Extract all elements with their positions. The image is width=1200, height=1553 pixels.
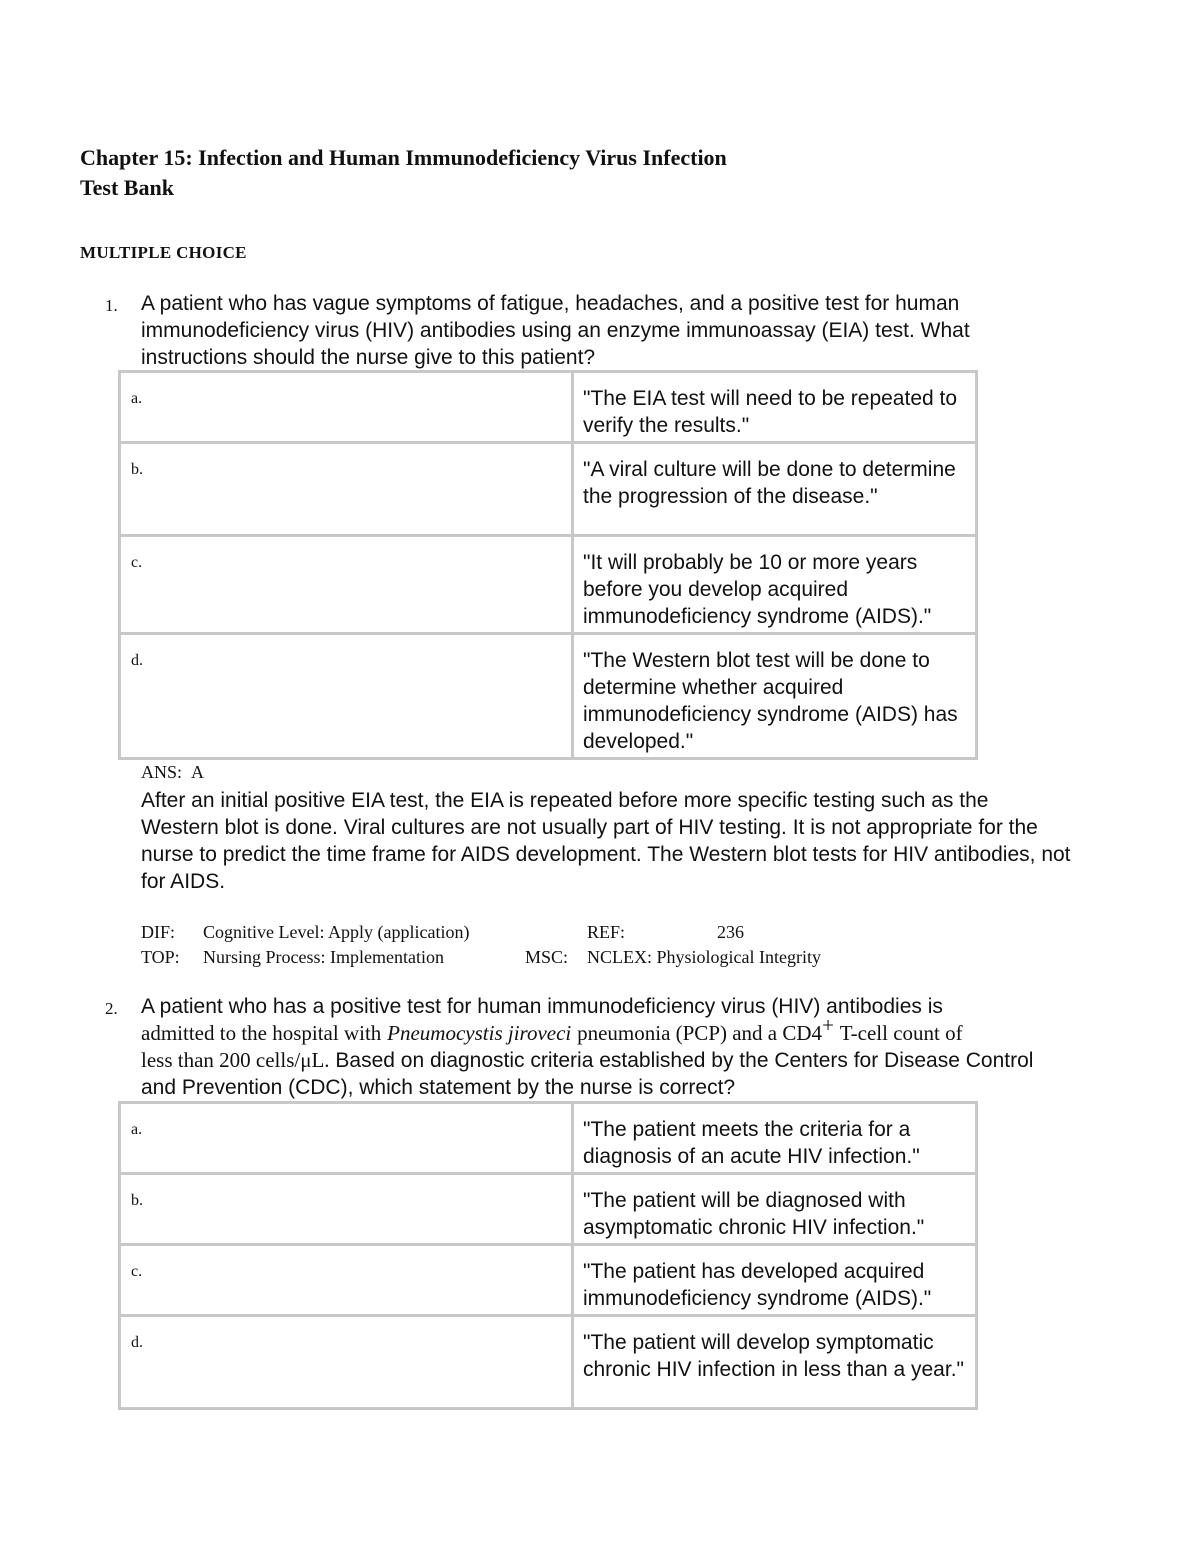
question-stem bbox=[141, 993, 1071, 1101]
option-text: "A viral culture will be done to determine the progression of the disease." bbox=[573, 443, 977, 536]
question-stem: A patient who has vague symptoms of fatigue, headaches, and a positive test for human immunodeficiency virus (HIV) antibodies using an enzyme immunoassay (EIA) test. What instructions should the nurse give to this patient? bbox=[141, 292, 970, 369]
answer-label: ANS: bbox=[141, 762, 183, 782]
answer-options-table bbox=[118, 370, 978, 760]
answer-line bbox=[141, 762, 204, 783]
option-letter: a. bbox=[120, 1103, 573, 1174]
option-row bbox=[120, 1174, 977, 1245]
option-row bbox=[120, 1103, 977, 1174]
question-number: 1. bbox=[105, 296, 118, 315]
option-row bbox=[120, 1245, 977, 1316]
ref-value: 236 bbox=[717, 922, 744, 942]
chapter-title: Chapter 15: Infection and Human Immunodeficiency Virus Infection bbox=[80, 145, 727, 170]
stem-text: pneumonia (PCP) and a CD4 bbox=[577, 1021, 823, 1045]
dif-label: DIF: bbox=[141, 922, 176, 942]
stem-organism: Pneumocystis jiroveci bbox=[387, 1021, 572, 1045]
option-letter: c. bbox=[120, 536, 573, 634]
option-text: "It will probably be 10 or more years before you develop acquired immunodeficiency syndrome (AIDS)." bbox=[573, 536, 977, 634]
stem-text: A patient who has a positive test for human immunodeficiency virus (HIV) antibodies is bbox=[141, 995, 943, 1018]
option-row bbox=[120, 1316, 977, 1409]
option-text: "The patient will be diagnosed with asymptomatic chronic HIV infection." bbox=[573, 1174, 977, 1245]
option-letter: b. bbox=[120, 443, 573, 536]
option-text: "The Western blot test will be done to determine whether acquired immunodeficiency syndrome (AIDS) has developed." bbox=[573, 634, 977, 759]
option-letter: b. bbox=[120, 1174, 573, 1245]
answer-rationale: After an initial positive EIA test, the EIA is repeated before more specific testing such as the Western blot is done. Viral cultures are not usually part of HIV testing. It is not appropriate for the nurse to predict the time frame for AIDS development. The Western blot tests for HIV antibodies, not for AIDS. bbox=[141, 789, 1071, 893]
option-text: "The EIA test will need to be repeated to verify the results." bbox=[573, 372, 977, 443]
stem-text: admitted to the hospital with bbox=[141, 1021, 382, 1045]
ref-label: REF: bbox=[587, 922, 626, 942]
option-text: "The patient will develop symptomatic chronic HIV infection in less than a year." bbox=[573, 1316, 977, 1409]
document-title-block bbox=[80, 143, 727, 203]
option-text: "The patient has developed acquired immunodeficiency syndrome (AIDS)." bbox=[573, 1245, 977, 1316]
stem-text: T-cell count of bbox=[839, 1021, 963, 1045]
option-letter: d. bbox=[120, 634, 573, 759]
top-value: Nursing Process: Implementation bbox=[203, 947, 444, 967]
option-row bbox=[120, 536, 977, 634]
msc-value: NCLEX: Physiological Integrity bbox=[587, 947, 821, 967]
option-letter: c. bbox=[120, 1245, 573, 1316]
stem-superscript: + bbox=[822, 1013, 834, 1037]
top-label: TOP: bbox=[141, 947, 180, 967]
dif-value: Cognitive Level: Apply (application) bbox=[203, 922, 470, 942]
question-number: 2. bbox=[105, 999, 118, 1018]
test-bank-subtitle: Test Bank bbox=[80, 175, 174, 200]
answer-value: A bbox=[191, 762, 205, 782]
option-row bbox=[120, 372, 977, 443]
option-text: "The patient meets the criteria for a diagnosis of an acute HIV infection." bbox=[573, 1103, 977, 1174]
stem-text: Based on diagnostic criteria established by the Centers for Disease Control and Prevention (CDC), which statement by the nurse is correct? bbox=[141, 1049, 1034, 1099]
option-row bbox=[120, 443, 977, 536]
option-letter: d. bbox=[120, 1316, 573, 1409]
option-letter: a. bbox=[120, 372, 573, 443]
msc-label: MSC: bbox=[525, 947, 569, 967]
answer-options-table bbox=[118, 1101, 978, 1410]
stem-text: less than 200 cells/μL. bbox=[141, 1048, 330, 1072]
section-heading: MULTIPLE CHOICE bbox=[80, 243, 247, 262]
option-row bbox=[120, 634, 977, 759]
